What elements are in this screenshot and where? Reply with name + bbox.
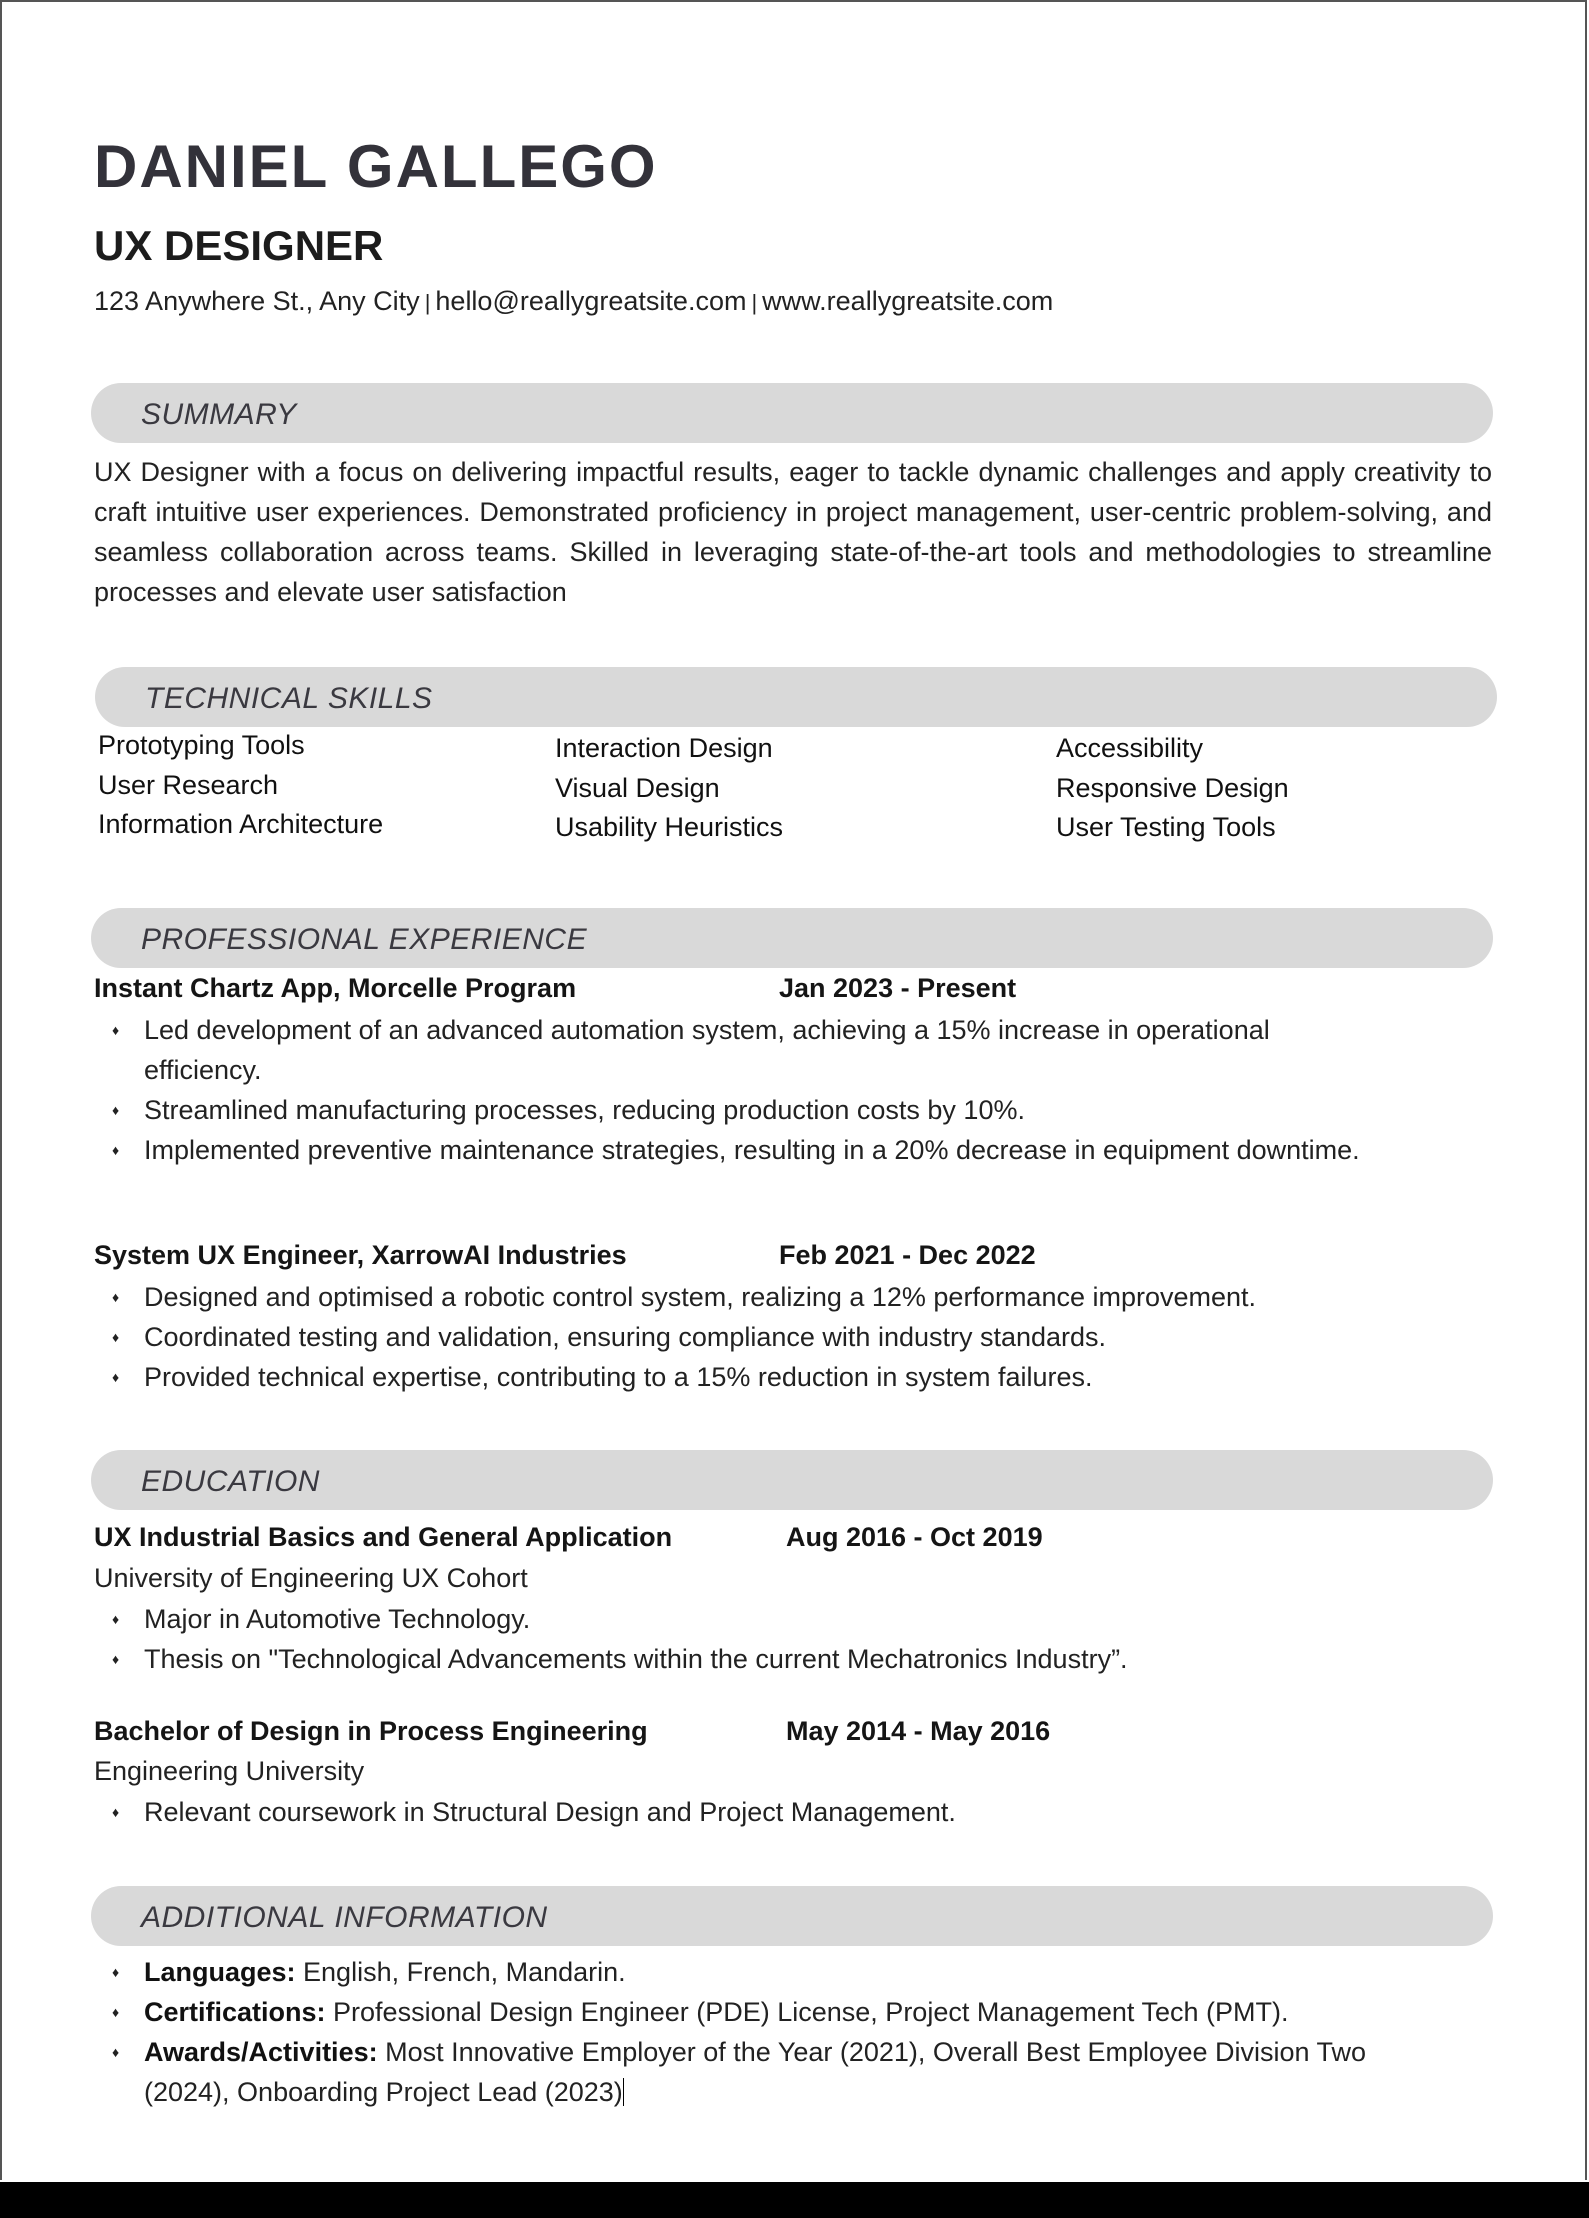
- skill-item: Accessibility: [1056, 733, 1204, 763]
- additional-info-list: [94, 1952, 1414, 2112]
- section-header-skills: [95, 667, 1497, 727]
- job-title: UX DESIGNER: [94, 222, 384, 269]
- skill-item: Visual Design: [555, 773, 720, 803]
- additional-item-languages: ♦ Languages: English, French, Mandarin.: [94, 1952, 1414, 1992]
- bullet-item: ♦ Thesis on "Technological Advancements within the current Mechatronics Industry”.: [94, 1639, 1394, 1679]
- experience-dates: Feb 2021 - Dec 2022: [779, 1240, 1036, 1270]
- section-title: TECHNICAL SKILLS: [145, 682, 433, 715]
- skill-item: Usability Heuristics: [555, 812, 784, 842]
- text-cursor: [623, 2078, 624, 2106]
- bullet-item: ♦ Implemented preventive maintenance strategies, resulting in a 20% decrease in equipment downtime.: [94, 1130, 1394, 1170]
- additional-item-certifications: ♦ Certifications: Professional Design Engineer (PDE) License, Project Management Tech (PMT).: [94, 1992, 1414, 2032]
- bullet-item: ♦ Relevant coursework in Structural Design and Project Management.: [94, 1792, 1394, 1832]
- bullet-item: ♦ Provided technical expertise, contributing to a 15% reduction in system failures.: [94, 1357, 1474, 1397]
- bullet-item: ♦ Major in Automotive Technology.: [94, 1599, 1394, 1639]
- experience-role: System UX Engineer, XarrowAI Industries: [94, 1240, 627, 1270]
- education-dates: May 2014 - May 2016: [786, 1716, 1051, 1746]
- email-link[interactable]: hello@reallygreatsite.com: [435, 286, 747, 316]
- address: 123 Anywhere St., Any City: [94, 286, 420, 316]
- experience-role: Instant Chartz App, Morcelle Program: [94, 973, 577, 1003]
- website-link[interactable]: www.reallygreatsite.com: [762, 286, 1054, 316]
- education-school: University of Engineering UX Cohort: [94, 1563, 528, 1593]
- education-bullets: [94, 1792, 1394, 1832]
- additional-item-awards: ♦ Awards/Activities: Most Innovative Employer of the Year (2021), Overall Best Employee Division Two (2024), Onboarding Project Lead (2023): [94, 2032, 1414, 2112]
- education-bullets: [94, 1599, 1394, 1679]
- skill-item: Prototyping Tools: [98, 730, 305, 760]
- section-title: ADDITIONAL INFORMATION: [141, 1901, 548, 1934]
- contact-line: [94, 286, 1053, 317]
- education-school: Engineering University: [94, 1756, 365, 1786]
- section-header-additional: [91, 1886, 1493, 1946]
- skill-item: Interaction Design: [555, 733, 773, 763]
- education-degree: UX Industrial Basics and General Application: [94, 1522, 673, 1552]
- experience-bullets: [94, 1277, 1474, 1397]
- skill-item: User Testing Tools: [1056, 812, 1276, 842]
- section-header-education: [91, 1450, 1493, 1510]
- bullet-item: ♦ Coordinated testing and validation, ensuring compliance with industry standards.: [94, 1317, 1474, 1357]
- experience-dates: Jan 2023 - Present: [779, 973, 1017, 1003]
- bottom-bar: [0, 2182, 1589, 2218]
- experience-bullets: [94, 1010, 1394, 1170]
- summary-text: UX Designer with a focus on delivering impactful results, eager to tackle dynamic challenges and apply creativity to craft intuitive user experiences. Demonstrated proficiency in project management, user-centric problem-solving, and seamless collaboration across teams. Skilled in leveraging state-of-the-art tools and methodologies to streamline processes and elevate user satisfaction: [94, 457, 1492, 607]
- separator: |: [424, 290, 431, 315]
- separator: |: [751, 290, 758, 315]
- section-title: EDUCATION: [141, 1465, 320, 1498]
- section-title: PROFESSIONAL EXPERIENCE: [141, 923, 588, 956]
- section-title: SUMMARY: [141, 398, 297, 431]
- skill-item: User Research: [98, 770, 279, 800]
- bullet-item: ♦ Designed and optimised a robotic control system, realizing a 12% performance improvement.: [94, 1277, 1474, 1317]
- education-dates: Aug 2016 - Oct 2019: [786, 1522, 1043, 1552]
- bullet-item: ♦ Streamlined manufacturing processes, reducing production costs by 10%.: [94, 1090, 1394, 1130]
- section-header-experience: [91, 908, 1493, 968]
- section-header-summary: [91, 383, 1493, 443]
- candidate-name: DANIEL GALLEGO: [94, 133, 658, 200]
- skill-item: Information Architecture: [98, 809, 384, 839]
- bullet-item: ♦ Led development of an advanced automation system, achieving a 15% increase in operational efficiency.: [94, 1010, 1394, 1090]
- skill-item: Responsive Design: [1056, 773, 1289, 803]
- education-degree: Bachelor of Design in Process Engineering: [94, 1716, 648, 1746]
